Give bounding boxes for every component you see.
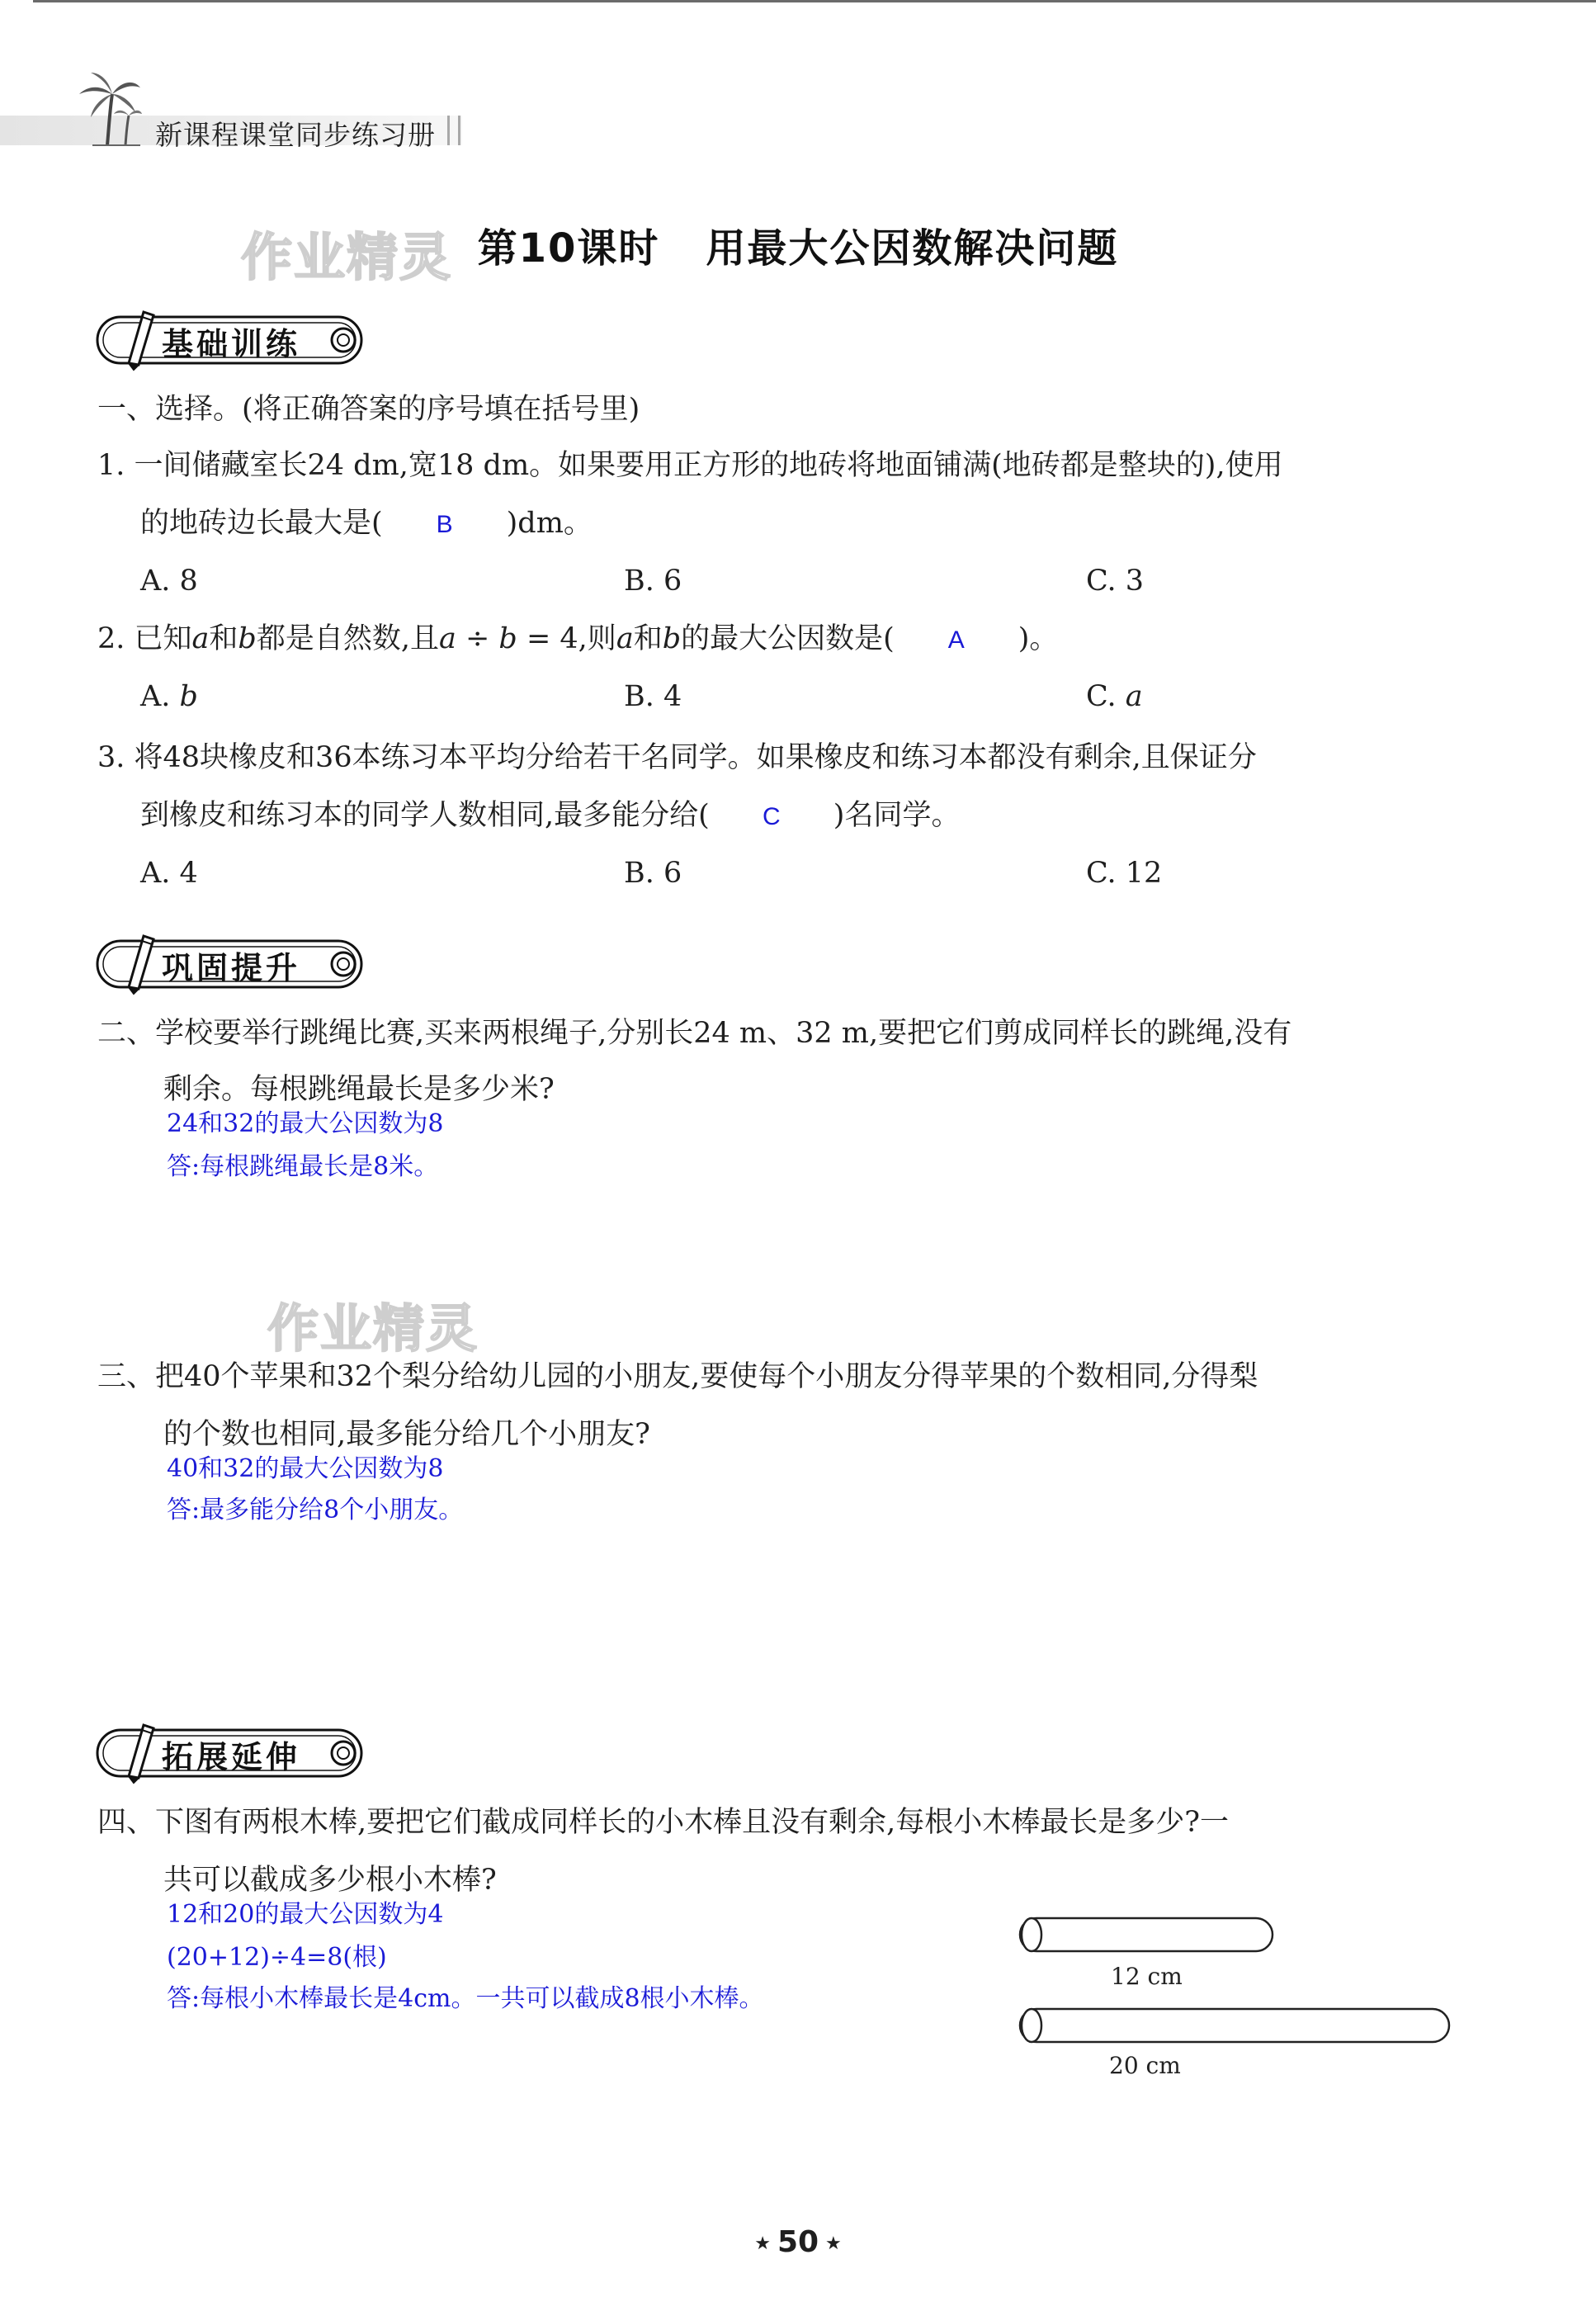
section-badge-consolidate [92, 931, 373, 995]
q2-option-b: B. 4 [624, 680, 682, 713]
q2-divide: ÷ [456, 622, 499, 655]
stick-12cm-label: 12 cm [1111, 1963, 1183, 1990]
q1-line1: 1. 一间储藏室长24 dm,宽18 dm。如果要用正方形的地砖将地面铺满(地砖都是整块的),使用 [97, 449, 1283, 482]
part4-line1: 四、下图有两根木棒,要把它们截成同样长的小木棒且没有剩余,每根小木棒最长是多少?一 [97, 1806, 1230, 1839]
q1-answer: B [436, 511, 453, 538]
lesson-title [0, 216, 1596, 273]
q3-line2 [140, 797, 960, 835]
part3-line2: 的个数也相同,最多能分给几个小朋友? [163, 1418, 650, 1451]
part3-work-2: 答:最多能分给8个小朋友。 [167, 1496, 464, 1524]
q2-text: 和 [633, 622, 663, 655]
q3-option-c: C. 12 [1086, 857, 1163, 890]
q2-line1 [97, 621, 1058, 659]
q1-line2-pre: 的地砖边长最大是( [140, 507, 383, 540]
top-rule [33, 0, 1596, 2]
section-label: 巩固提升 [162, 950, 301, 986]
q3-answer: C [762, 803, 781, 830]
q3-option-b: B. 6 [624, 857, 682, 890]
stick-20cm-label: 20 cm [1109, 2052, 1181, 2079]
q1-option-a: A. 8 [140, 565, 198, 598]
q3-line2-pre: 到橡皮和练习本的同学人数相同,最多能分给( [140, 799, 710, 832]
page-number-value: 50 [777, 2225, 819, 2259]
q2-option-c-letter: C. [1086, 680, 1126, 713]
q1-option-b: B. 6 [624, 565, 682, 598]
part2-line1: 二、学校要举行跳绳比赛,买来两根绳子,分别长24 m、32 m,要把它们剪成同样长的跳绳,没有 [97, 1017, 1292, 1050]
q3-option-a: A. 4 [140, 857, 198, 890]
stick-20cm [1020, 2009, 1449, 2042]
sticks-figure [1012, 1907, 1457, 2072]
star-icon: ★ [825, 2233, 842, 2254]
section-badge-basic [92, 307, 373, 371]
watermark: 作业精灵 [267, 1298, 479, 1359]
q2-answer: A [947, 626, 965, 654]
q2-text: 和 [209, 622, 238, 655]
q2-text: 的最大公因数是( [681, 622, 895, 655]
q1-line2-post: )dm。 [506, 507, 593, 540]
part4-work-3: 答:每根小木棒最长是4cm。一共可以截成8根小木棒。 [167, 1984, 764, 2013]
section-badge-extend [92, 1720, 373, 1784]
part4-work-1: 12和20的最大公因数为4 [167, 1900, 444, 1929]
q2-var-b: b [498, 622, 517, 655]
q2-var-a: a [191, 622, 210, 655]
lesson-number: 第10课时 [477, 225, 660, 272]
q2-post: )。 [1018, 622, 1059, 655]
part2-work-1: 24和32的最大公因数为8 [167, 1109, 444, 1138]
part3-work-1: 40和32的最大公因数为8 [167, 1454, 444, 1483]
stick-12cm [1020, 1918, 1273, 1951]
section-label: 基础训练 [162, 326, 301, 362]
q2-var-a: a [616, 622, 634, 655]
q2-text: 都是自然数,且 [256, 622, 439, 655]
lesson-topic: 用最大公因数解决问题 [706, 225, 1119, 272]
q2-var-a: a [438, 622, 456, 655]
watermark: 作业精灵 [241, 227, 453, 287]
page-number [0, 2225, 1596, 2259]
part3-line1: 三、把40个苹果和32个梨分给幼儿园的小朋友,要使每个小朋友分得苹果的个数相同,分得梨 [97, 1360, 1258, 1393]
q2-option-a-var: b [179, 680, 198, 713]
palm-tree-icon [76, 69, 142, 149]
part4-line2: 共可以截成多少根小木棒? [163, 1864, 497, 1897]
header-bar-marks [447, 116, 460, 145]
part1-heading: 一、选择。(将正确答案的序号填在括号里) [97, 393, 640, 426]
q2-var-b: b [662, 622, 682, 655]
q1-option-c: C. 3 [1086, 565, 1145, 598]
book-title: 新课程课堂同步练习册 [155, 119, 436, 151]
q2-option-a [140, 678, 198, 715]
q2-var-b: b [238, 622, 257, 655]
star-icon: ★ [754, 2233, 771, 2254]
part2-line2: 剩余。每根跳绳最长是多少米? [163, 1073, 555, 1106]
q2-option-c [1086, 678, 1143, 715]
part2-work-2: 答:每根跳绳最长是8米。 [167, 1152, 439, 1181]
q2-text: = 4,则 [517, 622, 616, 655]
q2-prefix: 2. 已知 [97, 622, 192, 655]
section-label: 拓展延伸 [162, 1739, 301, 1775]
part4-work-2: (20+12)÷4=8(根) [167, 1943, 387, 1972]
q3-line1: 3. 将48块橡皮和36本练习本平均分给若干名同学。如果橡皮和练习本都没有剩余,且保证分 [97, 741, 1257, 774]
q2-option-c-var: a [1125, 680, 1143, 713]
q3-line2-post: )名同学。 [833, 799, 961, 832]
q1-line2 [140, 505, 593, 543]
q2-option-a-letter: A. [140, 680, 180, 713]
